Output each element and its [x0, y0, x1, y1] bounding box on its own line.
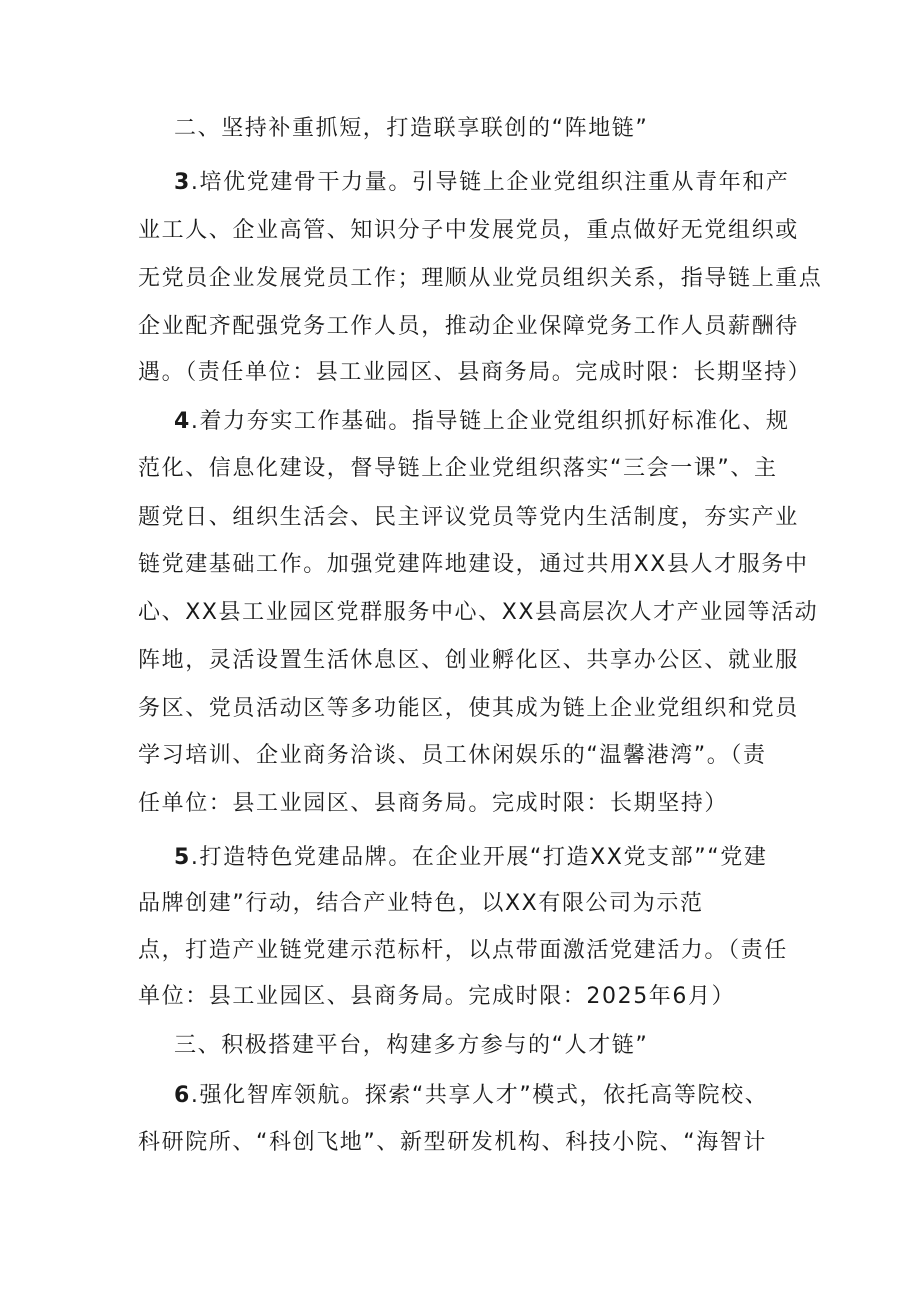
item-4-line-1 — [174, 398, 790, 446]
item-3-line-5: 遇。（责任单位：县工业园区、县商务局。完成时限：长期坚持） — [138, 360, 812, 385]
item-4-line-4: 链党建基础工作。加强党建阵地建设，通过共用XX县人才服务中 — [138, 552, 809, 577]
section-heading-2: 二、坚持补重抓短，打造联享联创的“阵地链” — [174, 116, 649, 141]
item-number: 6 — [174, 1083, 191, 1108]
item-text: .强化智库领航。探索“共享人才”模式，依托高等院校、 — [190, 1083, 769, 1108]
item-number: 3 — [174, 170, 191, 195]
item-6-line-1 — [174, 1072, 768, 1120]
item-4-line-2: 范化、信息化建设，督导链上企业党组织落实“三会一课”、主 — [138, 456, 778, 481]
item-4-line-5: 心、XX县工业园区党群服务中心、XX县高层次人才产业园等活动 — [138, 600, 819, 625]
item-4-line-7: 务区、党员活动区等多功能区，使其成为链上企业党组织和党员 — [138, 696, 799, 721]
item-5-line-4: 单位：县工业园区、县商务局。完成时限：2025年6月） — [138, 984, 736, 1009]
item-5-line-3: 点，打造产业链党建示范标杆，以点带面激活党建活力。（责任 — [138, 938, 788, 963]
item-3-line-2: 业工人、企业高管、知识分子中发展党员，重点做好无党组织或 — [138, 218, 799, 243]
item-6-line-2: 科研院所、“科创飞地”、新型研发机构、科技小院、“海智计 — [138, 1130, 767, 1155]
item-5-line-2: 品牌创建”行动，结合产业特色，以XX有限公司为示范 — [138, 891, 704, 916]
item-3-line-3: 无党员企业发展党员工作；理顺从业党员组织关系，指导链上重点 — [138, 266, 823, 291]
item-3-line-1 — [174, 159, 790, 207]
item-text: .着力夯实工作基础。指导链上企业党组织抓好标准化、规 — [190, 409, 790, 434]
item-number: 5 — [174, 845, 191, 870]
item-4-line-8: 学习培训、企业商务洽谈、员工休闲娱乐的“温馨港湾”。（责 — [138, 743, 767, 768]
item-5-line-1 — [174, 834, 767, 882]
item-text: .培优党建骨干力量。引导链上企业党组织注重从青年和产 — [190, 170, 790, 195]
item-4-line-3: 题党日、组织生活会、民主评议党员等党内生活制度，夯实产业 — [138, 505, 799, 530]
item-4-line-9: 任单位：县工业园区、县商务局。完成时限：长期坚持） — [138, 791, 729, 816]
item-3-line-4: 企业配齐配强党务工作人员，推动企业保障党务工作人员薪酬待 — [138, 314, 799, 339]
item-4-line-6: 阵地，灵活设置生活休息区、创业孵化区、共享办公区、就业服 — [138, 648, 799, 673]
section-heading-3: 三、积极搭建平台，构建多方参与的“人才链” — [174, 1033, 649, 1058]
item-text: .打造特色党建品牌。在企业开展“打造XX党支部”“党建 — [190, 845, 768, 870]
item-number: 4 — [174, 409, 191, 434]
